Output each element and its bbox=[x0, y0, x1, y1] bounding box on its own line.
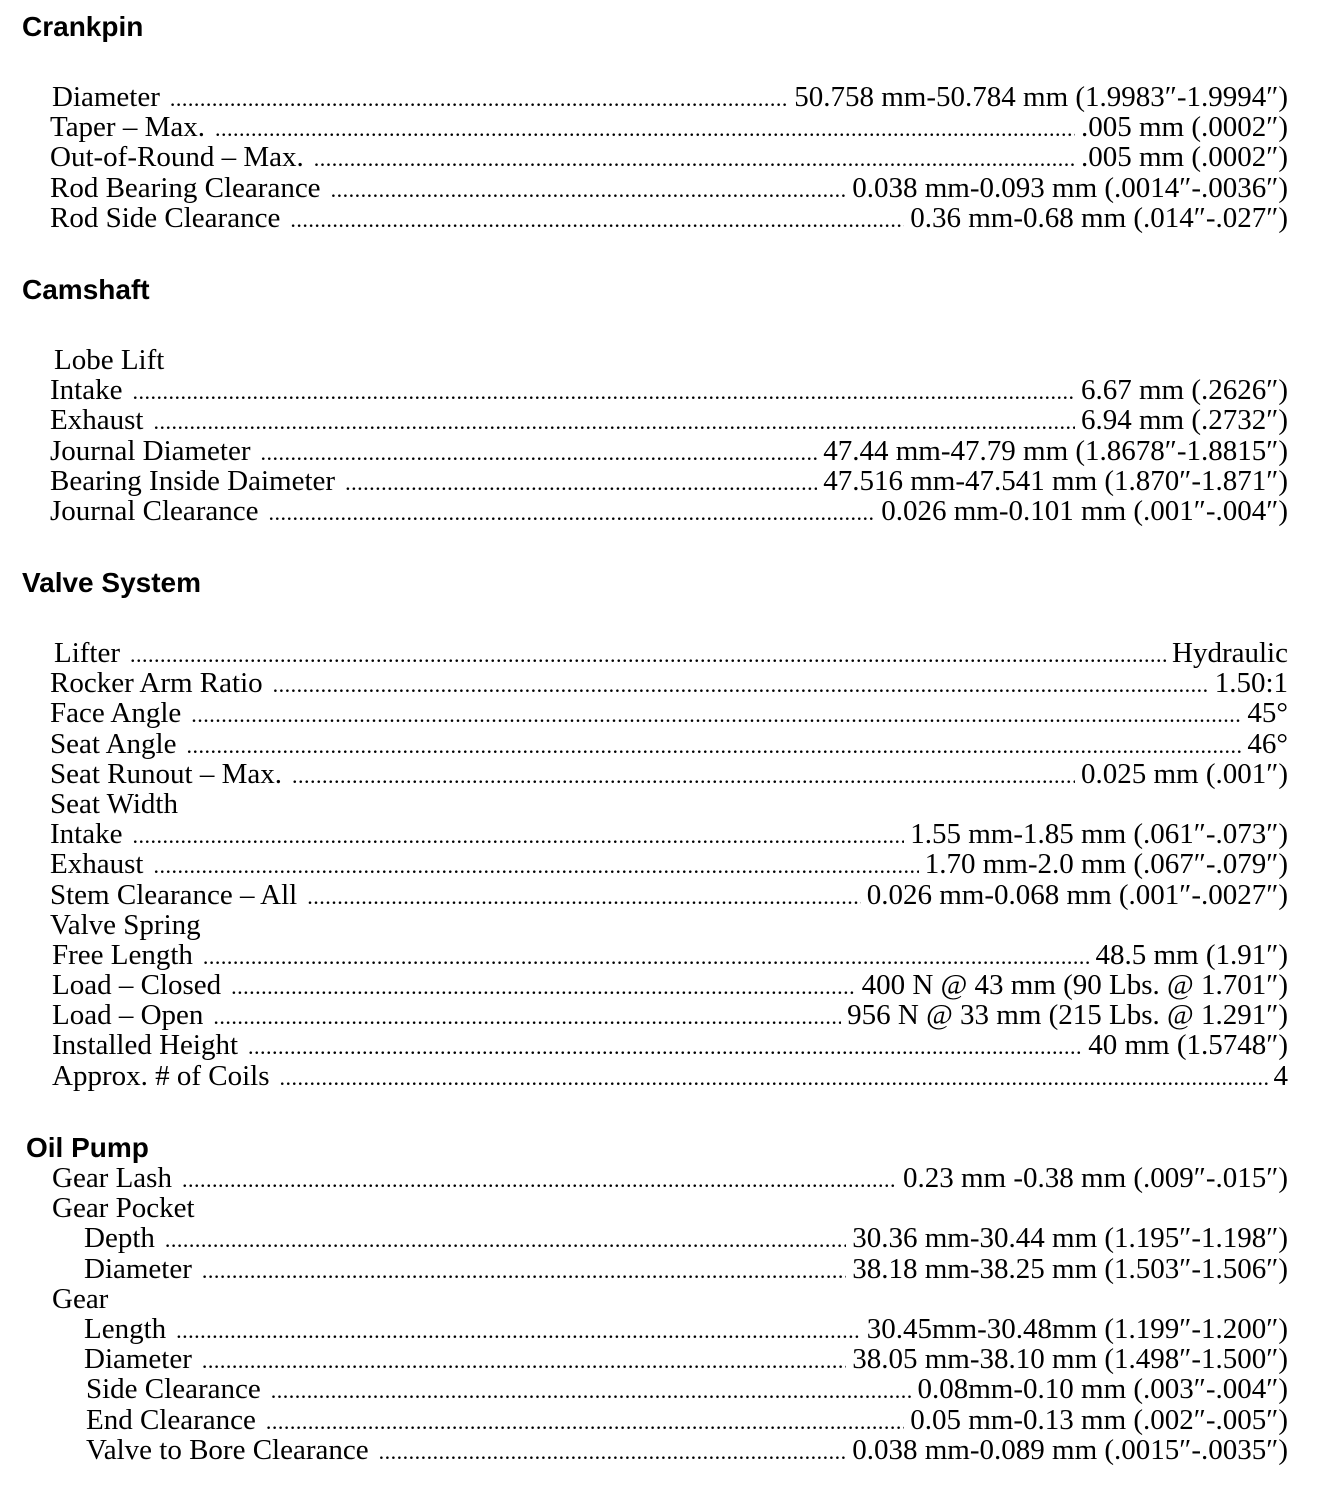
spec-value: 4 bbox=[1273, 1059, 1288, 1092]
spec-row bbox=[0, 375, 1344, 405]
spec-list bbox=[0, 82, 1344, 233]
spec-row bbox=[0, 436, 1344, 466]
spec-list bbox=[0, 638, 1344, 1091]
spec-row bbox=[0, 82, 1344, 112]
spec-row bbox=[0, 638, 1344, 668]
spec-value: Hydraulic bbox=[1172, 637, 1288, 669]
spec-label: Intake bbox=[50, 374, 123, 407]
spec-value: 40 mm (1.5748″) bbox=[1088, 1029, 1288, 1062]
spec-label: Exhaust bbox=[50, 404, 144, 437]
leader-dots bbox=[269, 498, 876, 528]
leader-dots bbox=[176, 1316, 861, 1346]
spec-label: Diameter bbox=[84, 1252, 192, 1285]
spec-label: Load – Open bbox=[52, 999, 204, 1032]
section-heading: Crankpin bbox=[22, 11, 144, 42]
spec-label: Free Length bbox=[52, 938, 193, 971]
leader-dots bbox=[290, 205, 904, 235]
spec-value: 30.36 mm-30.44 mm (1.195″-1.198″) bbox=[852, 1222, 1288, 1255]
spec-subheading: Lobe Lift bbox=[54, 344, 165, 376]
spec-value: .005 mm (.0002″) bbox=[1080, 111, 1288, 144]
leader-dots bbox=[132, 821, 904, 851]
spec-value: 0.026 mm-0.101 mm (.001″-.004″) bbox=[881, 494, 1288, 527]
leader-dots bbox=[266, 1407, 904, 1437]
spec-row bbox=[0, 880, 1344, 910]
spec-value: 48.5 mm (1.91″) bbox=[1095, 938, 1288, 971]
spec-row bbox=[0, 789, 1344, 819]
spec-row bbox=[0, 1163, 1344, 1193]
spec-label: Taper – Max. bbox=[50, 111, 205, 144]
spec-value: 0.23 mm -0.38 mm (.009″-.015″) bbox=[902, 1162, 1288, 1194]
leader-dots bbox=[132, 377, 1075, 407]
spec-label: End Clearance bbox=[86, 1403, 256, 1436]
spec-row bbox=[0, 142, 1344, 172]
spec-value: 1.50:1 bbox=[1214, 667, 1288, 700]
spec-row bbox=[0, 112, 1344, 142]
leader-dots bbox=[203, 942, 1090, 972]
spec-value: 6.94 mm (.2732″) bbox=[1080, 404, 1288, 437]
spec-label: Exhaust bbox=[50, 848, 144, 881]
spec-label: Valve to Bore Clearance bbox=[86, 1433, 369, 1466]
spec-label: Journal Clearance bbox=[50, 494, 259, 527]
spec-label: Lifter bbox=[54, 637, 121, 669]
spec-row bbox=[0, 1254, 1344, 1284]
spec-row bbox=[0, 1374, 1344, 1404]
spec-label: Journal Diameter bbox=[50, 434, 251, 467]
spec-list bbox=[0, 1163, 1344, 1465]
leader-dots bbox=[191, 700, 1241, 730]
spec-row bbox=[0, 1061, 1344, 1091]
section-heading: Oil Pump bbox=[26, 1132, 149, 1163]
spec-label: Depth bbox=[84, 1222, 155, 1255]
spec-label: Load – Closed bbox=[52, 969, 222, 1002]
spec-row bbox=[0, 668, 1344, 698]
spec-subheading: Gear bbox=[52, 1282, 109, 1315]
leader-dots bbox=[186, 731, 1241, 761]
section-heading: Camshaft bbox=[22, 274, 150, 305]
spec-value: 46° bbox=[1247, 727, 1288, 760]
leader-dots bbox=[215, 114, 1075, 144]
spec-row bbox=[0, 496, 1344, 526]
spec-row bbox=[0, 1435, 1344, 1465]
spec-label: Rod Bearing Clearance bbox=[50, 171, 321, 204]
spec-label: Bearing Inside Daimeter bbox=[50, 464, 336, 497]
leader-dots bbox=[280, 1063, 1268, 1093]
leader-dots bbox=[248, 1032, 1082, 1062]
spec-subheading: Seat Width bbox=[50, 787, 178, 820]
spec-row bbox=[0, 910, 1344, 940]
spec-value: 0.05 mm-0.13 mm (.002″-.005″) bbox=[910, 1403, 1288, 1436]
spec-label: Rocker Arm Ratio bbox=[50, 667, 263, 700]
spec-label: Face Angle bbox=[50, 697, 182, 730]
leader-dots bbox=[130, 640, 1166, 670]
leader-dots bbox=[202, 1346, 846, 1376]
leader-dots bbox=[292, 761, 1075, 791]
spec-label: Diameter bbox=[84, 1343, 192, 1376]
leader-dots bbox=[213, 1002, 841, 1032]
spec-value: 30.45mm-30.48mm (1.199″-1.200″) bbox=[866, 1312, 1288, 1345]
spec-row bbox=[0, 819, 1344, 849]
spec-value: 47.44 mm-47.79 mm (1.8678″-1.8815″) bbox=[823, 434, 1288, 467]
spec-value: 0.038 mm-0.089 mm (.0015″-.0035″) bbox=[852, 1433, 1288, 1466]
spec-label: Diameter bbox=[52, 81, 160, 113]
spec-row bbox=[0, 729, 1344, 759]
spec-row bbox=[0, 1284, 1344, 1314]
spec-row bbox=[0, 1344, 1344, 1374]
spec-row bbox=[0, 405, 1344, 435]
spec-value: 50.758 mm-50.784 mm (1.9983″-1.9994″) bbox=[794, 81, 1288, 113]
leader-dots bbox=[202, 1256, 846, 1286]
leader-dots bbox=[273, 670, 1209, 700]
spec-subheading: Valve Spring bbox=[50, 908, 201, 941]
spec-row bbox=[0, 1223, 1344, 1253]
spec-row bbox=[0, 1030, 1344, 1060]
leader-dots bbox=[261, 438, 818, 468]
spec-list bbox=[0, 345, 1344, 526]
leader-dots bbox=[182, 1165, 897, 1195]
spec-value: 1.55 mm-1.85 mm (.061″-.073″) bbox=[910, 818, 1288, 851]
spec-label: Side Clearance bbox=[86, 1373, 261, 1406]
leader-dots bbox=[165, 1225, 846, 1255]
spec-label: Seat Runout – Max. bbox=[50, 757, 282, 790]
spec-label: Approx. # of Coils bbox=[52, 1059, 270, 1092]
spec-row bbox=[0, 1193, 1344, 1223]
spec-label: Length bbox=[84, 1312, 167, 1345]
spec-label: Seat Angle bbox=[50, 727, 177, 760]
leader-dots bbox=[153, 407, 1075, 437]
spec-row bbox=[0, 345, 1344, 375]
spec-value: 0.025 mm (.001″) bbox=[1080, 757, 1288, 790]
spec-row bbox=[0, 940, 1344, 970]
spec-row bbox=[0, 1000, 1344, 1030]
leader-dots bbox=[379, 1437, 847, 1467]
leader-dots bbox=[231, 972, 855, 1002]
spec-value: 45° bbox=[1247, 697, 1288, 730]
spec-row bbox=[0, 173, 1344, 203]
spec-row bbox=[0, 1405, 1344, 1435]
spec-value: 0.026 mm-0.068 mm (.001″-.0027″) bbox=[866, 878, 1288, 911]
spec-row bbox=[0, 970, 1344, 1000]
spec-label: Stem Clearance – All bbox=[50, 878, 298, 911]
spec-value: 38.18 mm-38.25 mm (1.503″-1.506″) bbox=[852, 1252, 1288, 1285]
leader-dots bbox=[331, 175, 847, 205]
leader-dots bbox=[271, 1376, 912, 1406]
leader-dots bbox=[170, 84, 788, 114]
spec-value: 0.038 mm-0.093 mm (.0014″-.0036″) bbox=[852, 171, 1288, 204]
spec-value: 0.08mm-0.10 mm (.003″-.004″) bbox=[917, 1373, 1288, 1406]
leader-dots bbox=[307, 882, 860, 912]
spec-label: Out-of-Round – Max. bbox=[50, 141, 304, 174]
spec-value: 400 N @ 43 mm (90 Lbs. @ 1.701″) bbox=[861, 969, 1288, 1002]
spec-row bbox=[0, 759, 1344, 789]
spec-value: 47.516 mm-47.541 mm (1.870″-1.871″) bbox=[823, 464, 1288, 497]
leader-dots bbox=[345, 468, 817, 498]
spec-value: 6.67 mm (.2626″) bbox=[1080, 374, 1288, 407]
spec-row bbox=[0, 203, 1344, 233]
spec-value: 1.70 mm-2.0 mm (.067″-.079″) bbox=[924, 848, 1288, 881]
leader-dots bbox=[153, 851, 918, 881]
section-heading: Valve System bbox=[22, 567, 202, 598]
spec-row bbox=[0, 466, 1344, 496]
spec-label: Gear Lash bbox=[52, 1162, 172, 1194]
spec-label: Rod Side Clearance bbox=[50, 201, 281, 234]
spec-row bbox=[0, 1314, 1344, 1344]
spec-value: .005 mm (.0002″) bbox=[1080, 141, 1288, 174]
spec-label: Installed Height bbox=[52, 1029, 239, 1062]
spec-row bbox=[0, 698, 1344, 728]
spec-value: 0.36 mm-0.68 mm (.014″-.027″) bbox=[910, 201, 1288, 234]
leader-dots bbox=[314, 144, 1075, 174]
spec-value: 956 N @ 33 mm (215 Lbs. @ 1.291″) bbox=[847, 999, 1288, 1032]
spec-value: 38.05 mm-38.10 mm (1.498″-1.500″) bbox=[852, 1343, 1288, 1376]
spec-subheading: Gear Pocket bbox=[52, 1192, 195, 1225]
spec-row bbox=[0, 849, 1344, 879]
spec-label: Intake bbox=[50, 818, 123, 851]
